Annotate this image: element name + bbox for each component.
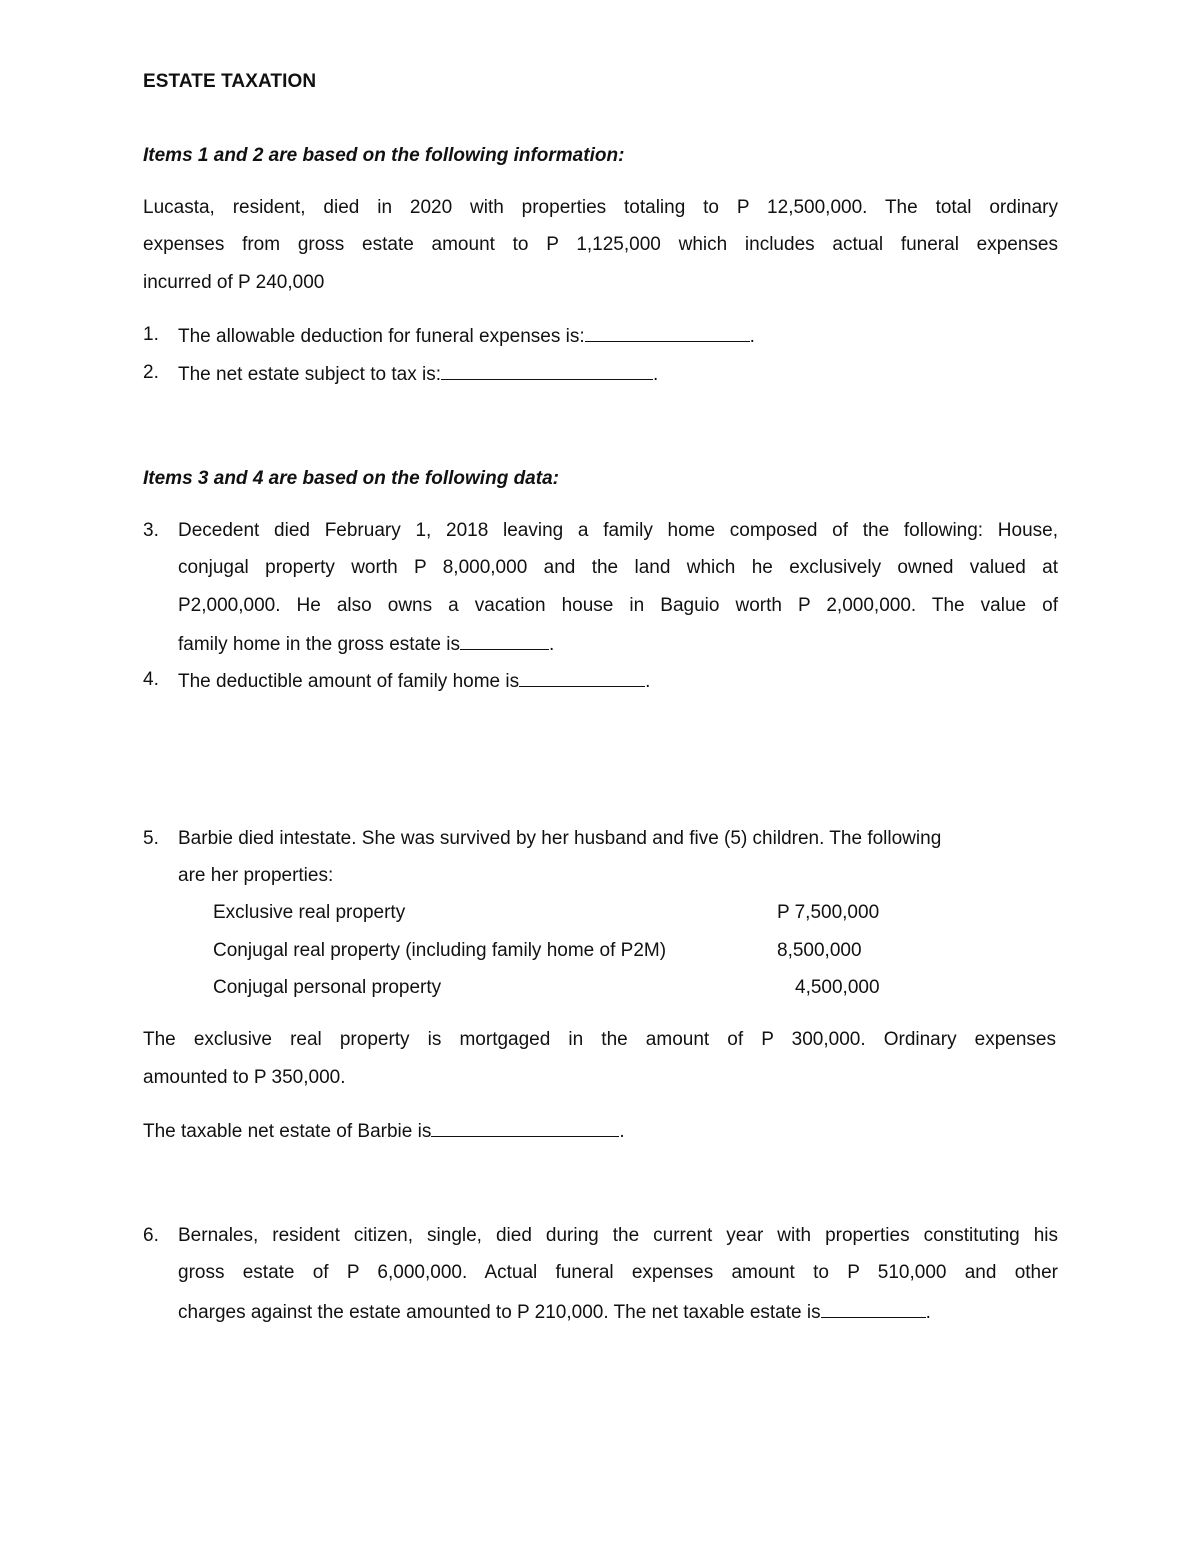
property-label: Conjugal personal property — [213, 977, 442, 998]
period: . — [652, 364, 659, 385]
property-value: P 7,500,000 — [777, 902, 880, 923]
question-text: The net estate subject to tax is: — [178, 364, 441, 385]
question-text: The taxable net estate of Barbie is — [143, 1121, 432, 1142]
period: . — [925, 1302, 931, 1323]
question-item-5 — [143, 1119, 625, 1143]
question-item-6 — [178, 1300, 931, 1324]
question-item-2 — [178, 362, 658, 386]
answer-blank[interactable] — [821, 1300, 926, 1318]
answer-blank[interactable] — [431, 1119, 619, 1137]
answer-blank[interactable] — [460, 632, 549, 650]
paragraph-line: amounted to P 350,000. — [143, 1067, 346, 1088]
section-heading-items-1-2: Items 1 and 2 are based on the following information: — [143, 145, 625, 166]
item-number: 5. — [143, 828, 159, 849]
period: . — [619, 1121, 625, 1142]
property-value: 8,500,000 — [777, 940, 862, 961]
item-number: 6. — [143, 1225, 159, 1246]
question-text: The deductible amount of family home is — [178, 671, 520, 692]
property-label: Conjugal real property (including family home of P2M) — [213, 940, 667, 961]
question-6-line: gross estate of P 6,000,000. Actual funeral expenses amount to P 510,000 and other — [178, 1262, 1058, 1283]
question-5-line: Barbie died intestate. She was survived by her husband and five (5) children. The following — [178, 828, 942, 849]
period: . — [749, 326, 755, 347]
question-5-line: are her properties: — [178, 865, 334, 886]
paragraph-line: expenses from gross estate amount to P 1,125,000 which includes actual funeral expenses — [143, 234, 1058, 255]
question-6-line: Bernales, resident citizen, single, died during the current year with properties constituting his — [178, 1225, 1058, 1246]
item-number: 4. — [143, 669, 159, 690]
section-heading-items-3-4: Items 3 and 4 are based on the following data: — [143, 468, 559, 489]
question-text: family home in the gross estate is — [178, 634, 460, 655]
question-item-4 — [178, 669, 650, 693]
paragraph-line: Lucasta, resident, died in 2020 with properties totaling to P 12,500,000. The total ordinary — [143, 197, 1058, 218]
property-value: 4,500,000 — [795, 977, 880, 998]
paragraph-line: incurred of P 240,000 — [143, 272, 325, 293]
question-text: charges against the estate amounted to P 210,000. The net taxable estate is — [178, 1302, 821, 1323]
question-3-line: Decedent died February 1, 2018 leaving a family home composed of the following: House, — [178, 520, 1058, 541]
question-3-line: conjugal property worth P 8,000,000 and the land which he exclusively owned valued at — [178, 557, 1058, 578]
period: . — [548, 634, 555, 655]
question-3-line: P2,000,000. He also owns a vacation house in Baguio worth P 2,000,000. The value of — [178, 595, 1058, 616]
paragraph-line: The exclusive real property is mortgaged in the amount of P 300,000. Ordinary expenses — [143, 1029, 1056, 1050]
answer-blank[interactable] — [585, 324, 750, 342]
question-text: The allowable deduction for funeral expenses is: — [178, 326, 585, 347]
property-label: Exclusive real property — [213, 902, 406, 923]
answer-blank[interactable] — [441, 362, 653, 380]
item-number: 3. — [143, 520, 159, 541]
question-item-1 — [178, 324, 755, 348]
question-item-3 — [178, 632, 554, 656]
answer-blank[interactable] — [519, 669, 645, 687]
item-number: 1. — [143, 324, 159, 345]
period: . — [645, 671, 651, 692]
document-title: ESTATE TAXATION — [143, 71, 317, 92]
item-number: 2. — [143, 362, 159, 383]
